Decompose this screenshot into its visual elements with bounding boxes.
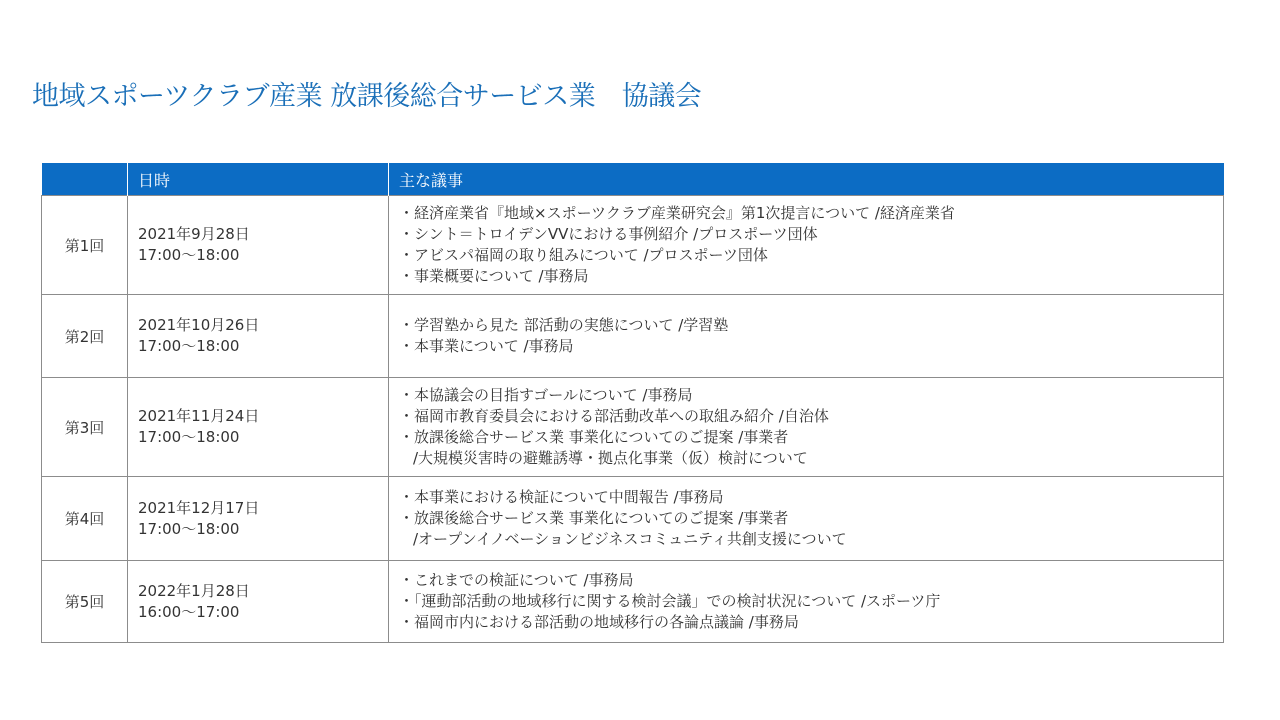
time-text: 17:00～18:00 xyxy=(138,519,240,538)
topics-cell xyxy=(389,196,1224,295)
topic-item: ・放課後総合サービス業 事業化についてのご提案 /事業者 xyxy=(399,509,789,527)
table-row xyxy=(42,561,1224,643)
topics-cell xyxy=(389,378,1224,477)
date-text: 2022年1月28日 xyxy=(138,581,250,600)
topic-item: ・経済産業省『地域×スポーツクラブ産業研究会』第1次提言について /経済産業省 xyxy=(399,204,955,222)
round-label: 第2回 xyxy=(42,295,128,378)
header-round xyxy=(42,163,128,196)
council-schedule-table xyxy=(41,163,1224,643)
time-text: 17:00～18:00 xyxy=(138,428,240,446)
date-text: 2021年12月17日 xyxy=(138,498,260,517)
time-text: 17:00～18:00 xyxy=(138,246,240,264)
topic-item: /大規模災害時の避難誘導・拠点化事業（仮）検討について xyxy=(413,449,808,467)
date-text: 2021年9月28日 xyxy=(138,225,250,243)
round-label: 第4回 xyxy=(42,477,128,561)
datetime-cell xyxy=(128,196,389,295)
topic-item: ・シント＝トロイデンVVにおける事例紹介 /プロスポーツ団体 xyxy=(399,225,818,243)
header-datetime: 日時 xyxy=(128,163,389,196)
datetime-cell xyxy=(128,561,389,643)
table-row xyxy=(42,378,1224,477)
topic-item: ・本事業について /事務局 xyxy=(399,337,574,355)
topic-item: ・放課後総合サービス業 事業化についてのご提案 /事業者 xyxy=(399,428,789,446)
topic-item: ・学習塾から見た 部活動の実態について /学習塾 xyxy=(399,316,729,334)
topics-cell xyxy=(389,477,1224,561)
table-row xyxy=(42,295,1224,378)
datetime-cell xyxy=(128,295,389,378)
header-topics: 主な議事 xyxy=(389,163,1224,196)
topic-item: ・福岡市教育委員会における部活動改革への取組み紹介 /自治体 xyxy=(399,407,829,425)
topic-item: ・アビスパ福岡の取り組みについて /プロスポーツ団体 xyxy=(399,246,768,264)
topic-item: ・本事業における検証について中間報告 /事務局 xyxy=(399,488,724,506)
page-title: 地域スポーツクラブ産業 放課後総合サービス業 協議会 xyxy=(32,81,702,112)
round-label: 第3回 xyxy=(42,378,128,477)
round-label: 第5回 xyxy=(42,561,128,643)
topics-cell xyxy=(389,561,1224,643)
topic-item: ・「運動部活動の地域移行に関する検討会議」での検討状況について /スポーツ庁 xyxy=(399,592,941,610)
topic-item: ・福岡市内における部活動の地域移行の各論点議論 /事務局 xyxy=(399,613,799,631)
table-row xyxy=(42,477,1224,561)
time-text: 16:00～17:00 xyxy=(138,602,240,621)
table-header-row xyxy=(42,163,1224,196)
datetime-cell xyxy=(128,378,389,477)
date-text: 2021年11月24日 xyxy=(138,407,260,425)
topic-item: ・本協議会の目指すゴールについて /事務局 xyxy=(399,386,693,404)
datetime-cell xyxy=(128,477,389,561)
topic-item: ・事業概要について /事務局 xyxy=(399,267,589,285)
topics-cell xyxy=(389,295,1224,378)
date-text: 2021年10月26日 xyxy=(138,316,260,334)
time-text: 17:00～18:00 xyxy=(138,337,240,355)
table-row xyxy=(42,196,1224,295)
round-label: 第1回 xyxy=(42,196,128,295)
topic-item: ・これまでの検証について /事務局 xyxy=(399,571,634,589)
topic-item: /オープンイノベーションビジネスコミュニティ共創支援について xyxy=(413,530,847,548)
